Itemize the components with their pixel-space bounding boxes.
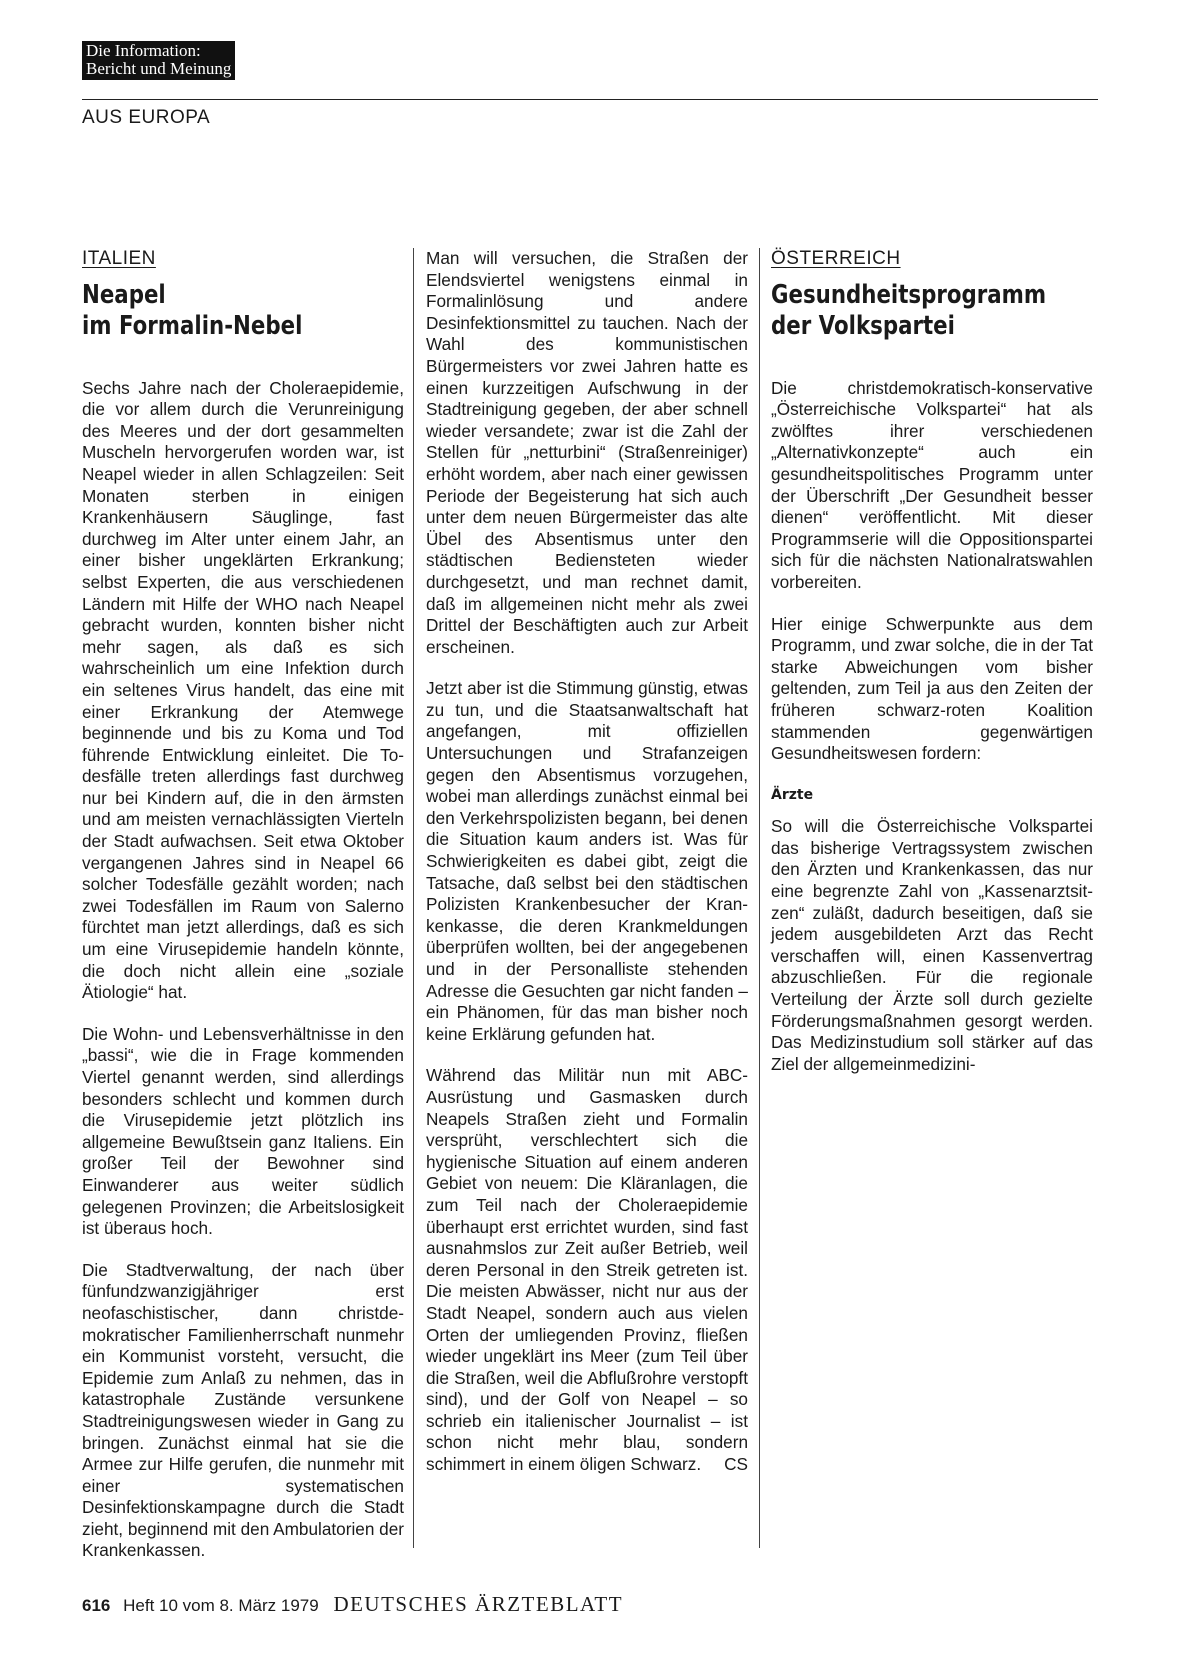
- column-divider-1: [413, 248, 414, 1548]
- article1-paragraph-2: Die Wohn- und Lebensverhältnisse in den „bassi“, wie die in Frage kommenden Viertel genannt werden, sind allerdings besonders schlecht und kommen durch die Virusepidemie jetzt plötzlich ins allgemeine Bewußtsein ganz Italiens. Ein großer Teil der Bewohner sind Einwanderer aus weiter südlich gelegenen Provinzen; die Arbeitslosigkeit ist überaus hoch.: [82, 1023, 404, 1239]
- article1-paragraph-6: [426, 1065, 748, 1475]
- section-header-box: [82, 41, 235, 80]
- article1-paragraph-1: Sechs Jahre nach der Choleraepidemie, die vor allem durch die Verunreinigung des Meeres und der dort gesammelten Muscheln hervorgerufen worden war, ist Neapel wieder in allen Schlagzeilen: Seit Monaten sterben in einigen Krankenhäusern Säuglinge, fast durchweg im Alter unter einem Jahr, an einer bisher ungeklärten Erkrankung; selbst Experten, die aus verschiedenen Ländern mit Hilfe der WHO nach Neapel gebracht wurden, konnten bisher nicht mehr sagen, als daß es sich wahrscheinlich um eine Infektion durch ein seltenes Virus handelt, das eine mit einer Erkrankung der Atemwege beginnende und bis zu Koma und Tod führende Entwicklung einleitet. Die Todesfälle treten allerdings fast durchweg nur bei Kindern auf, die in den ärmsten und am meisten vernachlässigten Vierteln der Stadt aufwachsen. Seit etwa Oktober vergangenen Jahres sind in Neapel 66 solcher Todesfälle gezählt worden; nach zwei Todesfällen im Raum von Salerno fürchtet man jetzt allerdings, daß es sich um eine Virusepidemie handeln könnte, die doch nicht allein eine „soziale Ätiologie“ hat.: [82, 377, 404, 1003]
- article2-subhead-paragraph: So will die Österreichische Volkspartei das bisherige Vertragssystem zwischen den Ärzten und Krankenkassen, das nur eine begrenzte Zahl von „Kassenarztsitzen“ zuläßt, dadurch beseitigen, daß sie jedem ausgebildeten Arzt das Recht verschaffen will, einen Kassenvertrag abzuschließen. Für die regionale Verteilung der Ärzte soll durch gezielte Förderungsmaßnahmen gesorgt werden. Das Medizinstudium soll stärker auf das Ziel der allgemeinmedizini-: [771, 816, 1093, 1074]
- column-2: [426, 248, 748, 1496]
- article1-title-line-1: Neapel: [82, 279, 166, 310]
- column-1: [82, 248, 404, 1582]
- article1-title: [82, 280, 346, 342]
- article1-paragraph-3: Die Stadtverwaltung, der nach über fünfundzwanzigjähriger erst neofaschistischer, dann christdemokratischer Familienherrschaft nunmehr ein Kommunist vorsteht, versucht, die Epidemie zum Anlaß zu nehmen, das in katastrophale Zustände versunkene Stadtreinigungswesen wieder in Gang zu bringen. Zunächst einmal hat sie die Armee zur Hilfe gerufen, die nunmehr mit einer systematischen Desinfektionskampagne durch die Stadt zieht, beginnend mit den Ambulatorien der Krankenkassen.: [82, 1259, 404, 1561]
- article2-title-line-2: der Volkspartei: [771, 310, 955, 341]
- page-number: 616: [82, 1596, 111, 1615]
- article1-title-line-2: im Formalin-Nebel: [82, 310, 303, 341]
- page-footer: [82, 1592, 623, 1617]
- article2-kicker: ÖSTERREICH: [771, 248, 901, 269]
- article1-paragraph-4: Man will versuchen, die Straßen der Elendsviertel wenigstens einmal in Formalinlösung und andere Desinfektionsmittel zu tauchen. Nach der Wahl des kommunistischen Bürgermeisters vor zwei Jahren hatte es einen kurzzeitigen Aufschwung in der Stadtreinigung gegeben, der aber schnell wieder versandete; zwar ist die Zahl der Stellen für „netturbini“ (Straßenreiniger) erhöht wordem, aber nach einer gewissen Periode der Begeisterung hat sich auch unter dem neuen Bürgermeister das alte Übel des Absentismus unter den städtischen Bediensteten wieder durchgesetzt, und man rechnet damit, daß im allgemeinen nicht mehr als zwei Drittel der Beschäftigten auch zur Arbeit erscheinen.: [426, 248, 748, 657]
- article2-paragraph-2: Hier einige Schwerpunkte aus dem Programm, und zwar solche, die in der Tat starke Abweichungen vom bisher geltenden, zum Teil ja aus den Zeiten der früheren schwarz-roten Koalition stammenden gegenwärtigen Gesundheitswesen fordern:: [771, 613, 1093, 764]
- column-divider-2: [759, 248, 760, 1548]
- section-label: AUS EUROPA: [82, 107, 211, 128]
- article2-subhead: Ärzte: [771, 786, 814, 803]
- header-line-2: Bericht und Meinung: [86, 59, 232, 78]
- header-line-1: Die Information:: [86, 41, 201, 60]
- article1-kicker: ITALIEN: [82, 248, 156, 269]
- masthead: DEUTSCHES ÄRZTEBLATT: [333, 1592, 624, 1616]
- article2-title: [771, 279, 1047, 342]
- issue-info: Heft 10 vom 8. März 1979: [123, 1596, 319, 1615]
- top-rule: [82, 99, 1098, 100]
- article1-paragraph-5: Jetzt aber ist die Stimmung günstig, etwas zu tun, und die Staatsanwaltschaft hat angefangen, mit offiziellen Untersuchungen und Strafanzeigen gegen den Absentismus vorzugehen, wobei man allerdings zunächst einmal bei den Verkehrspolizisten begann, bei denen die Situation kaum anders ist. Was für Schwierigkeiten es dabei gibt, zeigt die Tatsache, daß selbst bei den städtischen Polizisten Krankenbesucher der Krankenkasse, die deren Krankmeldungen überprüfen wollten, bei der angegebenen und in der Personalliste stehenden Adresse die Gesuchten gar nicht fanden – ein Phänomen, für das man bisher noch keine Erklärung gefunden hat.: [426, 678, 748, 1044]
- column-3: [771, 248, 1093, 1095]
- article2-paragraph-1: Die christdemokratisch-konservative „Österreichische Volkspartei“ hat als zwölftes ihrer verschiedenen „Alternativkonzepte“ auch ein gesundheitspolitisches Programm unter der Überschrift „Der Gesundheit besser dienen“ veröffentlicht. Mit dieser Programmserie will die Oppositionspartei sich für die nächsten Nationalratswahlen vorbereiten.: [771, 377, 1093, 592]
- article2-title-line-1: Gesundheitsprogramm: [771, 279, 1047, 310]
- article1-paragraph-6-text: Während das Militär nun mit ABC-Ausrüstung und Gasmasken durch Neapels Straßen zieht und Formalin versprüht, verschlechtert sich die hygienische Situation auf einem anderen Gebiet von neuem: Die Kläranlagen, die zum Teil nach der Choleraepidemie überhaupt erst errichtet wurden, sind fast ausnahmslos zur Zeit außer Betrieb, weil deren Personal in den Streik getreten ist. Die meisten Abwässer, nicht nur aus der Stadt Neapel, sondern auch aus vielen Orten der umliegenden Provinz, fließen wieder ungeklärt ins Meer (zum Teil über die Straßen, weil die Abflußrohre verstopft sind), und der Golf von Neapel – so schrieb ein italienischer Journalist – ist schon nicht mehr blau, sondern schimmert in einem öligen Schwarz.: [426, 1065, 748, 1475]
- article1-signature: CS: [724, 1454, 748, 1475]
